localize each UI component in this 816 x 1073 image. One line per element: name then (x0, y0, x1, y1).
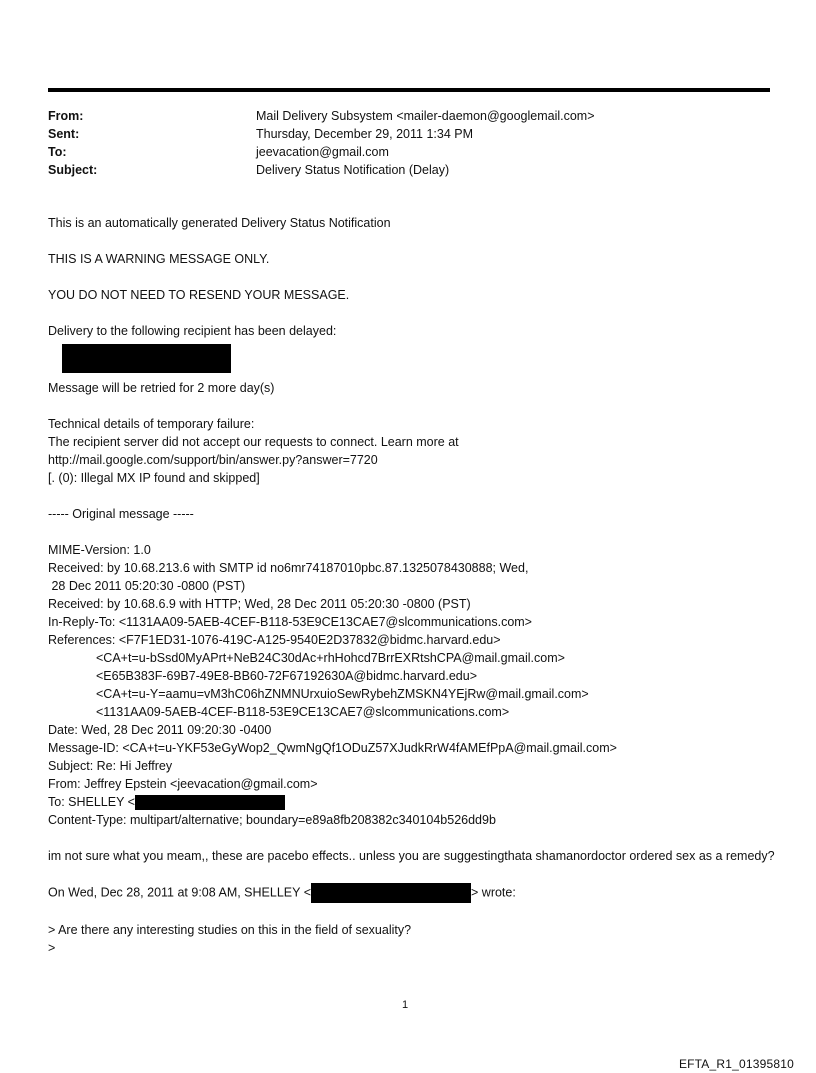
quote-line-2: > (48, 941, 56, 955)
content-type: Content-Type: multipart/alternative; boundary=e89a8fb208382c340104b526dd9b (48, 813, 496, 827)
tech-title: Technical details of temporary failure: (48, 417, 255, 431)
original-message-marker: ----- Original message ----- (48, 507, 194, 521)
email-header (48, 107, 595, 179)
reference-5: <1131AA09-5AEB-4CEF-B118-53E9CE13CAE7@slcommunications.com> (96, 705, 510, 719)
reference-2: <CA+t=u-bSsd0MyAPrt+NeB24C30dAc+rhHohcd7BrrEXRtshCPA@mail.gmail.com> (96, 651, 565, 665)
redacted-shelley-address (311, 883, 471, 903)
delayed-line: Delivery to the following recipient has been delayed: (48, 324, 337, 338)
no-resend-line: YOU DO NOT NEED TO RESEND YOUR MESSAGE. (48, 288, 350, 302)
original-to-prefix: To: SHELLEY < (48, 795, 135, 809)
on-wrote-prefix: On Wed, Dec 28, 2011 at 9:08 AM, SHELLEY < (48, 885, 312, 900)
quote-line-1: > Are there any interesting studies on this in the field of sexuality? (48, 923, 412, 937)
received-2: Received: by 10.68.6.9 with HTTP; Wed, 28 Dec 2011 05:20:30 -0800 (PST) (48, 597, 471, 611)
received-1a: Received: by 10.68.213.6 with SMTP id no6mr74187010pbc.87.1325078430888; Wed, (48, 561, 529, 575)
received-1b: 28 Dec 2011 05:20:30 -0800 (PST) (48, 579, 246, 593)
sent-value: Thursday, December 29, 2011 1:34 PM (256, 127, 474, 141)
subject-value: Delivery Status Notification (Delay) (256, 163, 450, 177)
redacted-to-address (135, 795, 285, 810)
in-reply-to: In-Reply-To: <1131AA09-5AEB-4CEF-B118-53E9CE13CAE7@slcommunications.com> (48, 615, 532, 629)
from-row (48, 107, 595, 125)
retry-line: Message will be retried for 2 more day(s) (48, 381, 275, 395)
original-from: From: Jeffrey Epstein <jeevacation@gmail.com> (48, 777, 318, 791)
tech-line-1: The recipient server did not accept our requests to connect. Learn more at (48, 435, 459, 449)
original-to (48, 793, 778, 811)
to-label: To: (48, 145, 67, 159)
bates-number: EFTA_R1_01395810 (678, 1057, 794, 1071)
auto-generated-line: This is an automatically generated Delivery Status Notification (48, 216, 391, 230)
reference-3: <E65B383F-69B7-49E8-BB60-72F67192630A@bidmc.harvard.edu> (96, 669, 477, 683)
from-value: Mail Delivery Subsystem <mailer-daemon@googlemail.com> (256, 109, 595, 123)
redacted-recipient (62, 344, 231, 373)
tech-line-3: [. (0): Illegal MX IP found and skipped] (48, 471, 260, 485)
tech-line-2: http://mail.google.com/support/bin/answer.py?answer=7720 (48, 453, 378, 467)
mime-version: MIME-Version: 1.0 (48, 543, 151, 557)
to-row (48, 143, 595, 161)
sent-label: Sent: (48, 127, 80, 141)
to-value: jeevacation@gmail.com (256, 145, 389, 159)
warning-line: THIS IS A WARNING MESSAGE ONLY. (48, 252, 270, 266)
references: References: <F7F1ED31-1076-419C-A125-9540E2D37832@bidmc.harvard.edu> (48, 633, 501, 647)
subject-label: Subject: (48, 163, 98, 177)
header-rule (48, 88, 770, 92)
original-subject: Subject: Re: Hi Jeffrey (48, 759, 173, 773)
reference-4: <CA+t=u-Y=aamu=vM3hC06hZNMNUrxuioSewRybehZMSKN4YEjRw@mail.gmail.com> (96, 687, 589, 701)
email-body (48, 214, 778, 957)
sent-row (48, 125, 595, 143)
subject-row (48, 161, 595, 179)
from-label: From: (48, 109, 84, 123)
on-wrote-suffix: > wrote: (471, 885, 516, 900)
reply-text: im not sure what you meam,, these are pacebo effects.. unless you are suggestingthata shamanordoctor ordered sex as a remedy? (48, 849, 775, 863)
on-wrote-line (48, 883, 778, 903)
date-line: Date: Wed, 28 Dec 2011 09:20:30 -0400 (48, 723, 272, 737)
page-number: 1 (402, 999, 409, 1011)
message-id: Message-ID: <CA+t=u-YKF53eGyWop2_QwmNgQf1ODuZ57XJudkRrW4fAMEfPpA@mail.gmail.com> (48, 741, 617, 755)
